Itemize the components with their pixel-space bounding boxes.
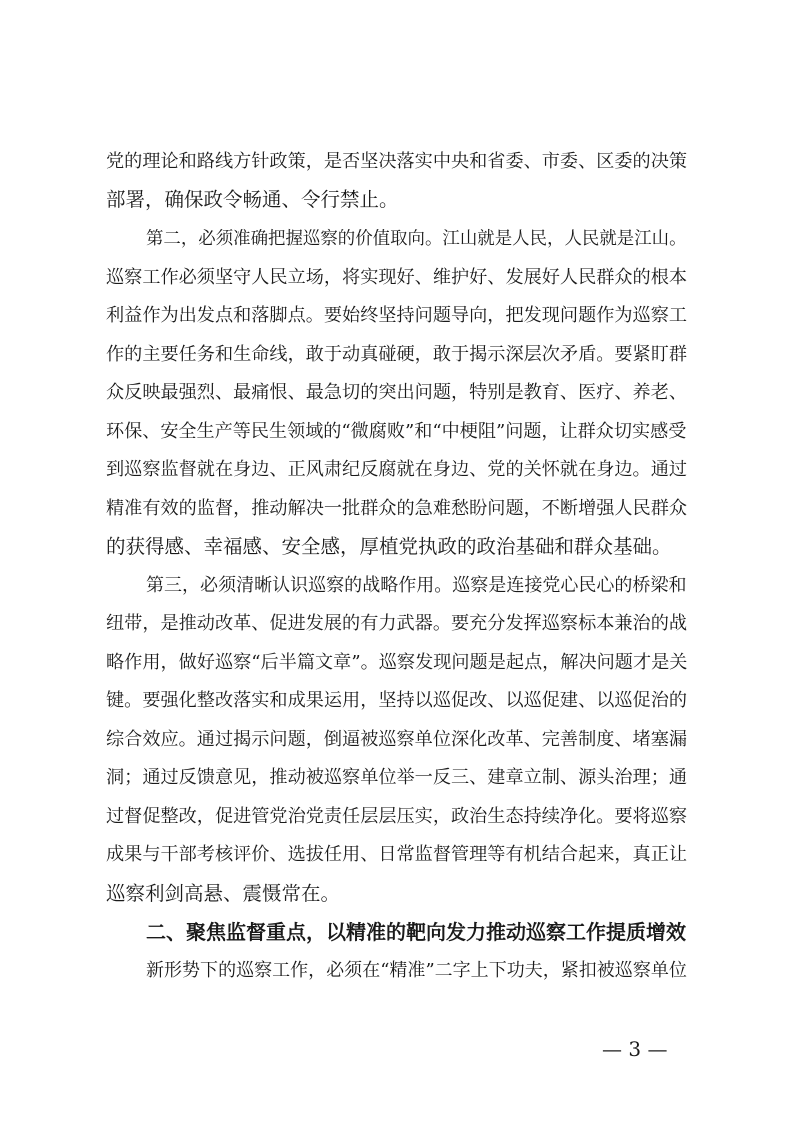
paragraph-2-line-3: 利益作为出发点和落脚点。要始终坚持问题导向，把发现问题作为巡察工 xyxy=(106,305,688,326)
page-number: — 3 — xyxy=(602,1037,668,1061)
paragraph-1-line-2: 部署，确保政令畅通、令行禁止。 xyxy=(106,188,399,211)
paragraph-2-line-5: 众反映最强烈、最痛恨、最急切的突出问题，特别是教育、医疗、养老、 xyxy=(106,382,688,403)
paragraph-3-line-1: 第三，必须清晰认识巡察的战略作用。巡察是连接党心民心的桥梁和 xyxy=(146,575,687,596)
paragraph-3-line-3: 略作用，做好巡察“后半篇文章”。巡察发现问题是起点，解决问题才是关 xyxy=(106,652,688,673)
paragraph-2-line-1: 第二，必须准确把握巡察的价值取向。江山就是人民，人民就是江山。 xyxy=(146,229,687,249)
paragraph-3-line-9: 巡察利剑高悬、震慑常在。 xyxy=(106,882,341,905)
paragraph-3-line-2: 纽带，是推动改革、促进发展的有力武器。要充分发挥巡察标本兼治的战 xyxy=(106,613,688,634)
paragraph-2-line-9: 的获得感、幸福感、安全感，厚植党执政的政治基础和群众基础。 xyxy=(106,535,672,558)
paragraph-3-line-4: 键。要强化整改落实和成果运用，坚持以巡促改、以巡促建、以巡促治的 xyxy=(106,690,688,711)
section-heading: 二、聚焦监督重点，以精准的靶向发力推动巡察工作提质增效 xyxy=(146,920,686,944)
paragraph-4-line-1: 新形势下的巡察工作，必须在“精准”二字上下功夫，紧扣被巡察单位 xyxy=(146,960,687,981)
paragraph-3-line-6: 洞；通过反馈意见，推动被巡察单位举一反三、建章立制、源头治理；通 xyxy=(106,767,688,788)
paragraph-2-line-2: 巡察工作必须坚守人民立场，将实现好、维护好、发展好人民群众的根本 xyxy=(106,267,688,288)
paragraph-2-line-6: 环保、安全生产等民生领域的“微腐败”和“中梗阻”问题，让群众切实感受 xyxy=(106,421,687,442)
paragraph-2-line-7: 到巡察监督就在身边、正风肃纪反腐就在身边、党的关怀就在身边。通过 xyxy=(106,459,688,480)
paragraph-3-line-7: 过督促整改，促进管党治党责任层层压实，政治生态持续净化。要将巡察 xyxy=(106,806,688,827)
paragraph-3-line-8: 成果与干部考核评价、选拔任用、日常监督管理等有机结合起来，真正让 xyxy=(106,844,688,865)
paragraph-2-line-4: 作的主要任务和生命线，敢于动真碰硬，敢于揭示深层次矛盾。要紧盯群 xyxy=(106,344,688,365)
paragraph-2-line-8: 精准有效的监督，推动解决一批群众的急难愁盼问题，不断增强人民群众 xyxy=(106,498,688,519)
paragraph-3-line-5: 综合效应。通过揭示问题，倒逼被巡察单位深化改革、完善制度、堵塞漏 xyxy=(106,729,688,750)
paragraph-1-line-1: 党的理论和路线方针政策，是否坚决落实中央和省委、市委、区委的决策 xyxy=(106,151,688,172)
